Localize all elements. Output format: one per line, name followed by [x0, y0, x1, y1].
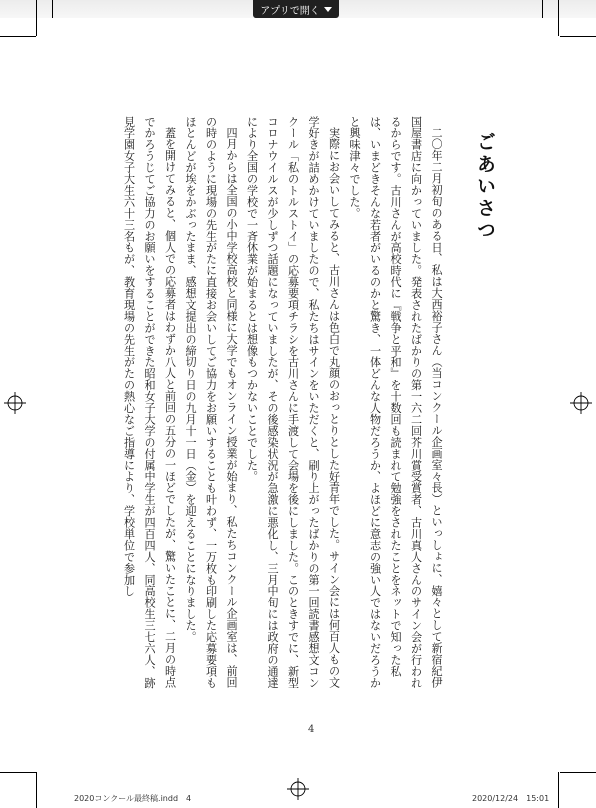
app-top-bar — [0, 0, 596, 18]
open-in-app-button[interactable] — [253, 0, 339, 18]
paragraph: 実際にお会いしてみると、古川さんは色白で丸顔のおっとりとした好青年でした。サイン会には何百人もの文学好きが詰めかけていましたので、私たちはサインをいただくと、刷り上がったばかりの第一回読書感想文コンクール「私のトルストイ」の応募要項チラシを古川さんに手渡して会場を後にしました。このときすでに、新型コロナウイルスが少しずつ話題になっていましたが、その後感染状況が急激に悪化し、三月中旬には政府の通達により全国の学校で一斉休業が始まるとは想像もつかないことでした。 — [245, 116, 341, 689]
paragraph: 四月からは全国の小中学校高校と同様に大学でもオンライン授業が始まり、私たちコンクール企画室は、前回の時のように現場の先生がたに直接お会いしてご協力をお願いすることも叶わず、一万枚も印刷した応募要項もほとんどが埃をかぶったまま、感想文提出の締切り日の九月十一日（金）を迎えることになりました。 — [184, 116, 238, 689]
page-heading: ごあいさつ — [474, 132, 496, 242]
print-slug — [0, 791, 596, 805]
paragraph: 二〇年二月初旬のある日、私は大西裕子さん（当コンクール企画室々長）といっしょに、嬉々として新宿紀伊国屋書店に向かっていました。発表されたばかりの第一六二回芥川賞受賞者、古川真人さんのサイン会が行われるからです。古川さんが高校時代に『戦争と平和』を十数回も読まれて勉強をされたことをネットで知った私は、いまどきそんな若者がいるのかと驚き、一体どんな人物だろうか、よほどに意志の強い人ではないだろうかと興味津々でした。 — [348, 116, 443, 689]
paragraph: 蓋を開けてみると、個人での応募者はわずか八人と前回の五分の一ほどでしたが、驚いたことに、二月の時点でかろうじてご協力のお願いをすることができた昭和女子大学の付属中学生が四百四人、同高校生三七六人、跡見学園女子大生六十三名もが、教育現場の先生がたの熱心なご指導により、学校単位で参加し — [122, 116, 177, 689]
crop-mark — [52, 0, 53, 18]
crop-mark — [560, 772, 596, 773]
document-body — [122, 116, 446, 696]
registration-mark-icon — [570, 392, 592, 414]
slug-timestamp: 2020/12/24 15:01 — [472, 794, 550, 803]
crop-mark — [0, 36, 36, 37]
registration-mark-icon — [4, 392, 26, 414]
crop-mark — [0, 772, 36, 773]
slug-filename: 2020コンクール最終稿.indd 4 — [74, 794, 192, 803]
crop-mark — [558, 0, 559, 36]
crop-mark — [542, 0, 543, 18]
crop-mark — [560, 36, 596, 37]
crop-mark — [36, 0, 37, 36]
chevron-down-icon — [324, 7, 332, 12]
page-number: 4 — [308, 724, 315, 735]
open-in-app-label: アプリで開く — [260, 5, 320, 17]
